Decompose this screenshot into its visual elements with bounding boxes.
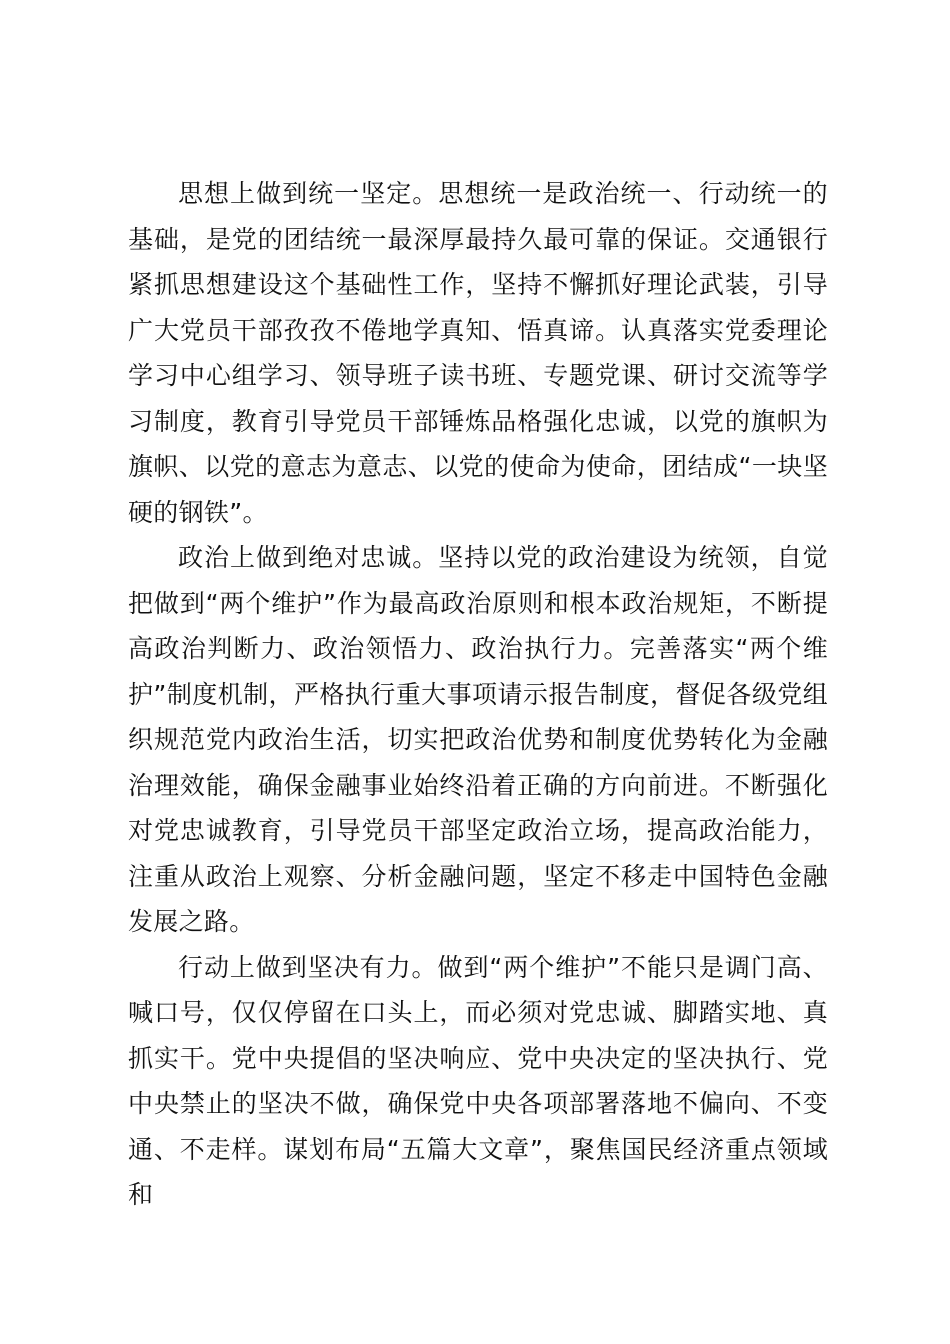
paragraph-action: 行动上做到坚决有力。做到“两个维护”不能只是调门高、喊口号，仅仅停留在口头上，而必须对党忠诚、脚踏实地、真抓实干。党中央提倡的坚决响应、党中央决定的坚决执行、党中央禁止的坚决不做，确保党中央各项部署落地不偏向、不变通、不走样。谋划布局“五篇大文章”，聚焦国民经济重点领域和 xyxy=(128,952,828,1209)
paragraph-ideology: 思想上做到统一坚定。思想统一是政治统一、行动统一的基础，是党的团结统一最深厚最持久最可靠的保证。交通银行紧抓思想建设这个基础性工作，坚持不懈抓好理论武装，引导广大党员干部孜孜不倦地学真知、悟真谛。认真落实党委理论学习中心组学习、领导班子读书班、专题党课、研讨交流等学习制度，教育引导党员干部锤炼品格强化忠诚，以党的旗帜为旗帜、以党的意志为意志、以党的使命为使命，团结成“一块坚硬的钢铁”。 xyxy=(128,179,828,527)
document-body xyxy=(128,171,828,1218)
paragraph-politics: 政治上做到绝对忠诚。坚持以党的政治建设为统领，自觉把做到“两个维护”作为最高政治原则和根本政治规矩，不断提高政治判断力、政治领悟力、政治执行力。完善落实“两个维护”制度机制，严格执行重大事项请示报告制度，督促各级党组织规范党内政治生活，切实把政治优势和制度优势转化为金融治理效能，确保金融事业始终沿着正确的方向前进。不断强化对党忠诚教育，引导党员干部坚定政治立场，提高政治能力，注重从政治上观察、分析金融问题，坚定不移走中国特色金融发展之路。 xyxy=(128,543,828,936)
